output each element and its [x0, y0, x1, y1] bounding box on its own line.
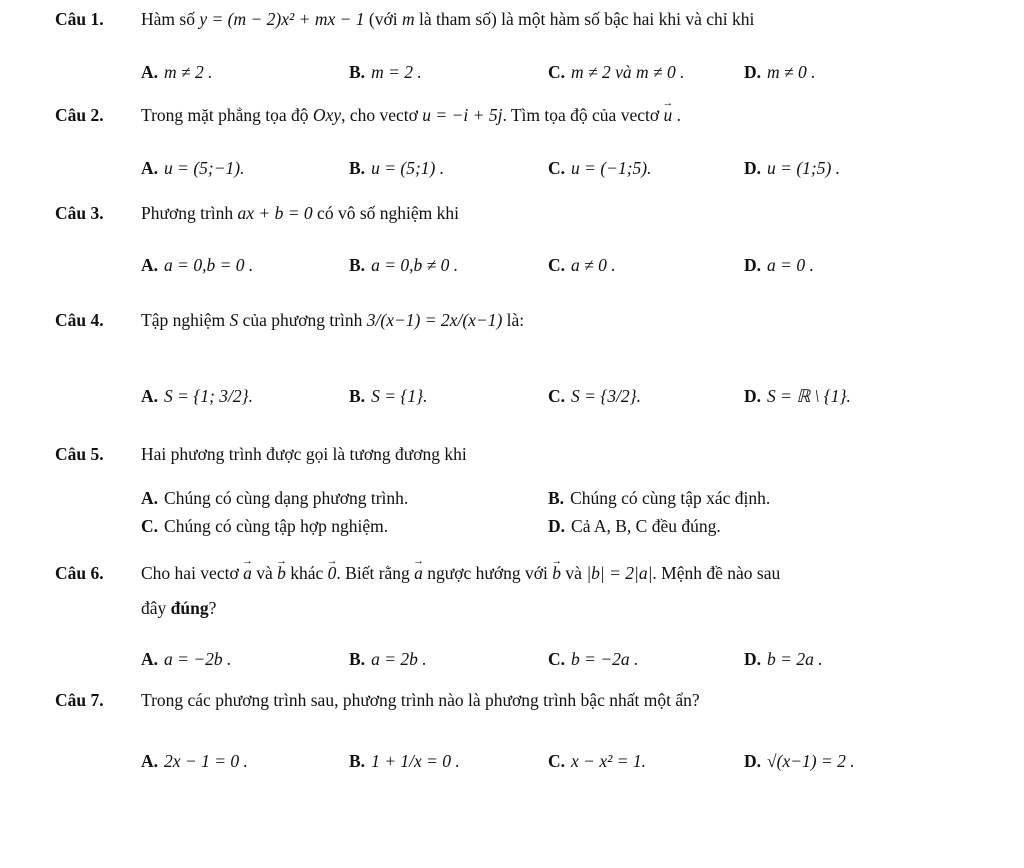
option-a: A. u = (5;−1). [141, 158, 245, 178]
option-b: B. Chúng có cùng tập xác định. [548, 488, 771, 508]
option-a: A. a = −2b . [141, 649, 232, 669]
question-label: Câu 4. [55, 310, 104, 330]
option-a: A. S = {1; 3/2}. [141, 386, 254, 406]
question-label: Câu 7. [55, 690, 104, 710]
question-label: Câu 6. [55, 563, 104, 583]
option-d: D. b = 2a . [744, 649, 823, 669]
option-d: D. u = (1;5) . [744, 158, 841, 178]
option-b: B. m = 2 . [349, 62, 422, 82]
option-c: C. b = −2a . [548, 649, 639, 669]
question-stem: Hàm số y = (m − 2)x² + mx − 1 (với m là tham số) là một hàm số bậc hai khi và chỉ khi [141, 9, 755, 29]
option-a: A. a = 0,b = 0 . [141, 255, 254, 275]
question-stem: Cho hai vectơ → a và → b khác → 0. Biết rằng → a ngược hướng với → b và |b| = 2|a|. Mệnh đề nào sau [141, 563, 780, 584]
question-stem: Tập nghiệm S của phương trình 3/(x−1) = 2x/(x−1) là: [141, 310, 525, 330]
option-b: B. a = 2b . [349, 649, 427, 669]
question-label: Câu 3. [55, 203, 104, 223]
option-a: A. 2x − 1 = 0 . [141, 751, 248, 771]
option-c: C. m ≠ 2 và m ≠ 0 . [548, 62, 685, 82]
option-d: D. Cả A, B, C đều đúng. [548, 516, 721, 536]
question-stem: Trong các phương trình sau, phương trình nào là phương trình bậc nhất một ẩn? [141, 690, 700, 710]
question-stem: Phương trình ax + b = 0 có vô số nghiệm khi [141, 203, 459, 223]
option-d: D. m ≠ 0 . [744, 62, 816, 82]
option-b: B. a = 0,b ≠ 0 . [349, 255, 459, 275]
option-c: C. x − x² = 1. [548, 751, 647, 771]
option-c: C. a ≠ 0 . [548, 255, 616, 275]
option-b: B. S = {1}. [349, 386, 428, 406]
option-b: B. u = (5;1) . [349, 158, 445, 178]
question-label: Câu 5. [55, 444, 104, 464]
option-c: C. Chúng có cùng tập hợp nghiệm. [141, 516, 389, 536]
option-d: D. a = 0 . [744, 255, 814, 275]
question-stem: Hai phương trình được gọi là tương đương khi [141, 444, 467, 464]
option-a: A. Chúng có cùng dạng phương trình. [141, 488, 409, 508]
option-c: C. u = (−1;5). [548, 158, 652, 178]
question-label: Câu 1. [55, 9, 104, 29]
math: y = (m − 2)x² + mx − 1 [199, 9, 365, 29]
question-stem: Trong mặt phẳng tọa độ Oxy, cho vectơ u = −i + 5j. Tìm tọa độ của vectơ → u . [141, 105, 681, 126]
question-stem-continued: đây đúng? [141, 598, 217, 618]
option-c: C. S = {3/2}. [548, 386, 642, 406]
option-b: B. 1 + 1/x = 0 . [349, 751, 460, 771]
option-a: A. m ≠ 2 . [141, 62, 213, 82]
option-d: D. S = ℝ \ {1}. [744, 386, 851, 406]
question-label: Câu 2. [55, 105, 104, 125]
option-d: D. √(x−1) = 2 . [744, 751, 855, 771]
